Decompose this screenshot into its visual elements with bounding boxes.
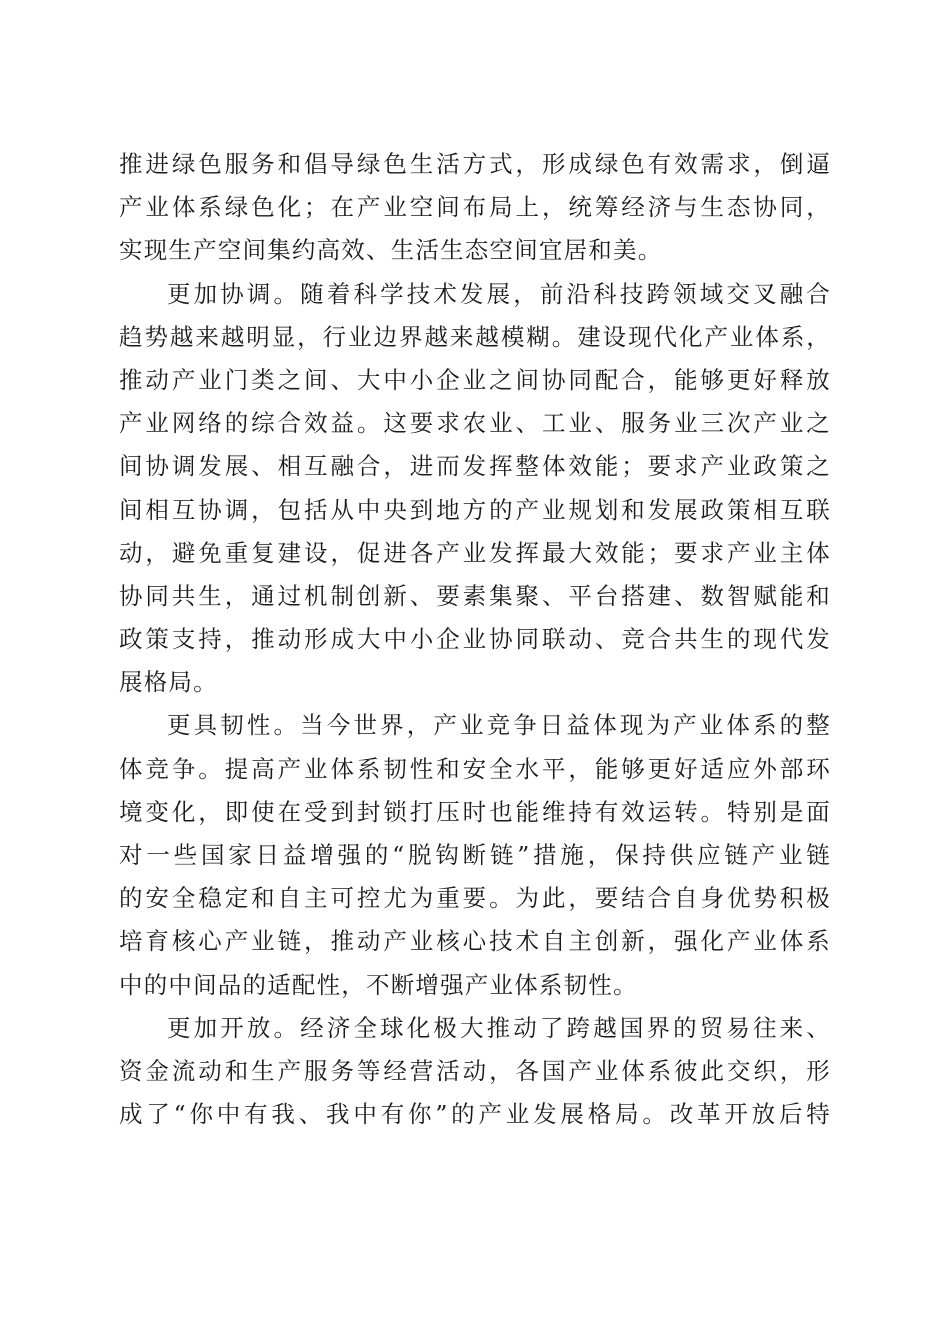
paragraph-first-line: 更具韧性。当今世界，产业竞争日益体现为产业体系的整 <box>167 711 831 740</box>
text-line: 培育核心产业链，推动产业核心技术自主创新，强化产业体系 <box>119 927 831 956</box>
paragraph-first-line: 更加协调。随着科学技术发展，前沿科技跨领域交叉融合 <box>167 279 831 308</box>
text-line: 境变化，即使在受到封锁打压时也能维持有效运转。特别是面 <box>119 797 831 826</box>
text-line: 实现生产空间集约高效、生活生态空间宜居和美。 <box>119 236 663 265</box>
text-line: 政策支持，推动形成大中小企业协同联动、竞合共生的现代发 <box>119 625 831 654</box>
text-line: 中的中间品的适配性，不断增强产业体系韧性。 <box>119 970 638 999</box>
text-line: 对一些国家日益增强的“脱钩断链”措施，保持供应链产业链 <box>119 841 831 869</box>
text-line: 的安全稳定和自主可控尤为重要。为此，要结合自身优势积极 <box>119 884 831 913</box>
text-line: 间相互协调，包括从中央到地方的产业规划和发展政策相互联 <box>119 495 831 524</box>
text-line: 推进绿色服务和倡导绿色生活方式，形成绿色有效需求，倒逼 <box>119 150 831 178</box>
text-line: 展格局。 <box>119 668 218 697</box>
text-line: 间协调发展、相互融合，进而发挥整体效能；要求产业政策之 <box>119 452 831 481</box>
text-line: 推动产业门类之间、大中小企业之间协同配合，能够更好释放 <box>119 365 831 394</box>
text-line: 协同共生，通过机制创新、要素集聚、平台搭建、数智赋能和 <box>119 581 831 610</box>
text-line: 趋势越来越明显，行业边界越来越模糊。建设现代化产业体系， <box>119 322 831 351</box>
text-line: 成了“你中有我、我中有你”的产业发展格局。改革开放后特 <box>119 1100 831 1129</box>
text-line: 体竞争。提高产业体系韧性和安全水平，能够更好适应外部环 <box>119 754 831 783</box>
text-line: 产业网络的综合效益。这要求农业、工业、服务业三次产业之 <box>119 409 831 438</box>
text-line: 产业体系绿色化；在产业空间布局上，统筹经济与生态协同， <box>119 193 831 222</box>
text-line: 资金流动和生产服务等经营活动，各国产业体系彼此交织，形 <box>119 1056 831 1085</box>
text-line: 动，避免重复建设，促进各产业发挥最大效能；要求产业主体 <box>119 538 831 567</box>
paragraph-first-line: 更加开放。经济全球化极大推动了跨越国界的贸易往来、 <box>167 1013 831 1042</box>
body-text <box>119 143 831 1136</box>
